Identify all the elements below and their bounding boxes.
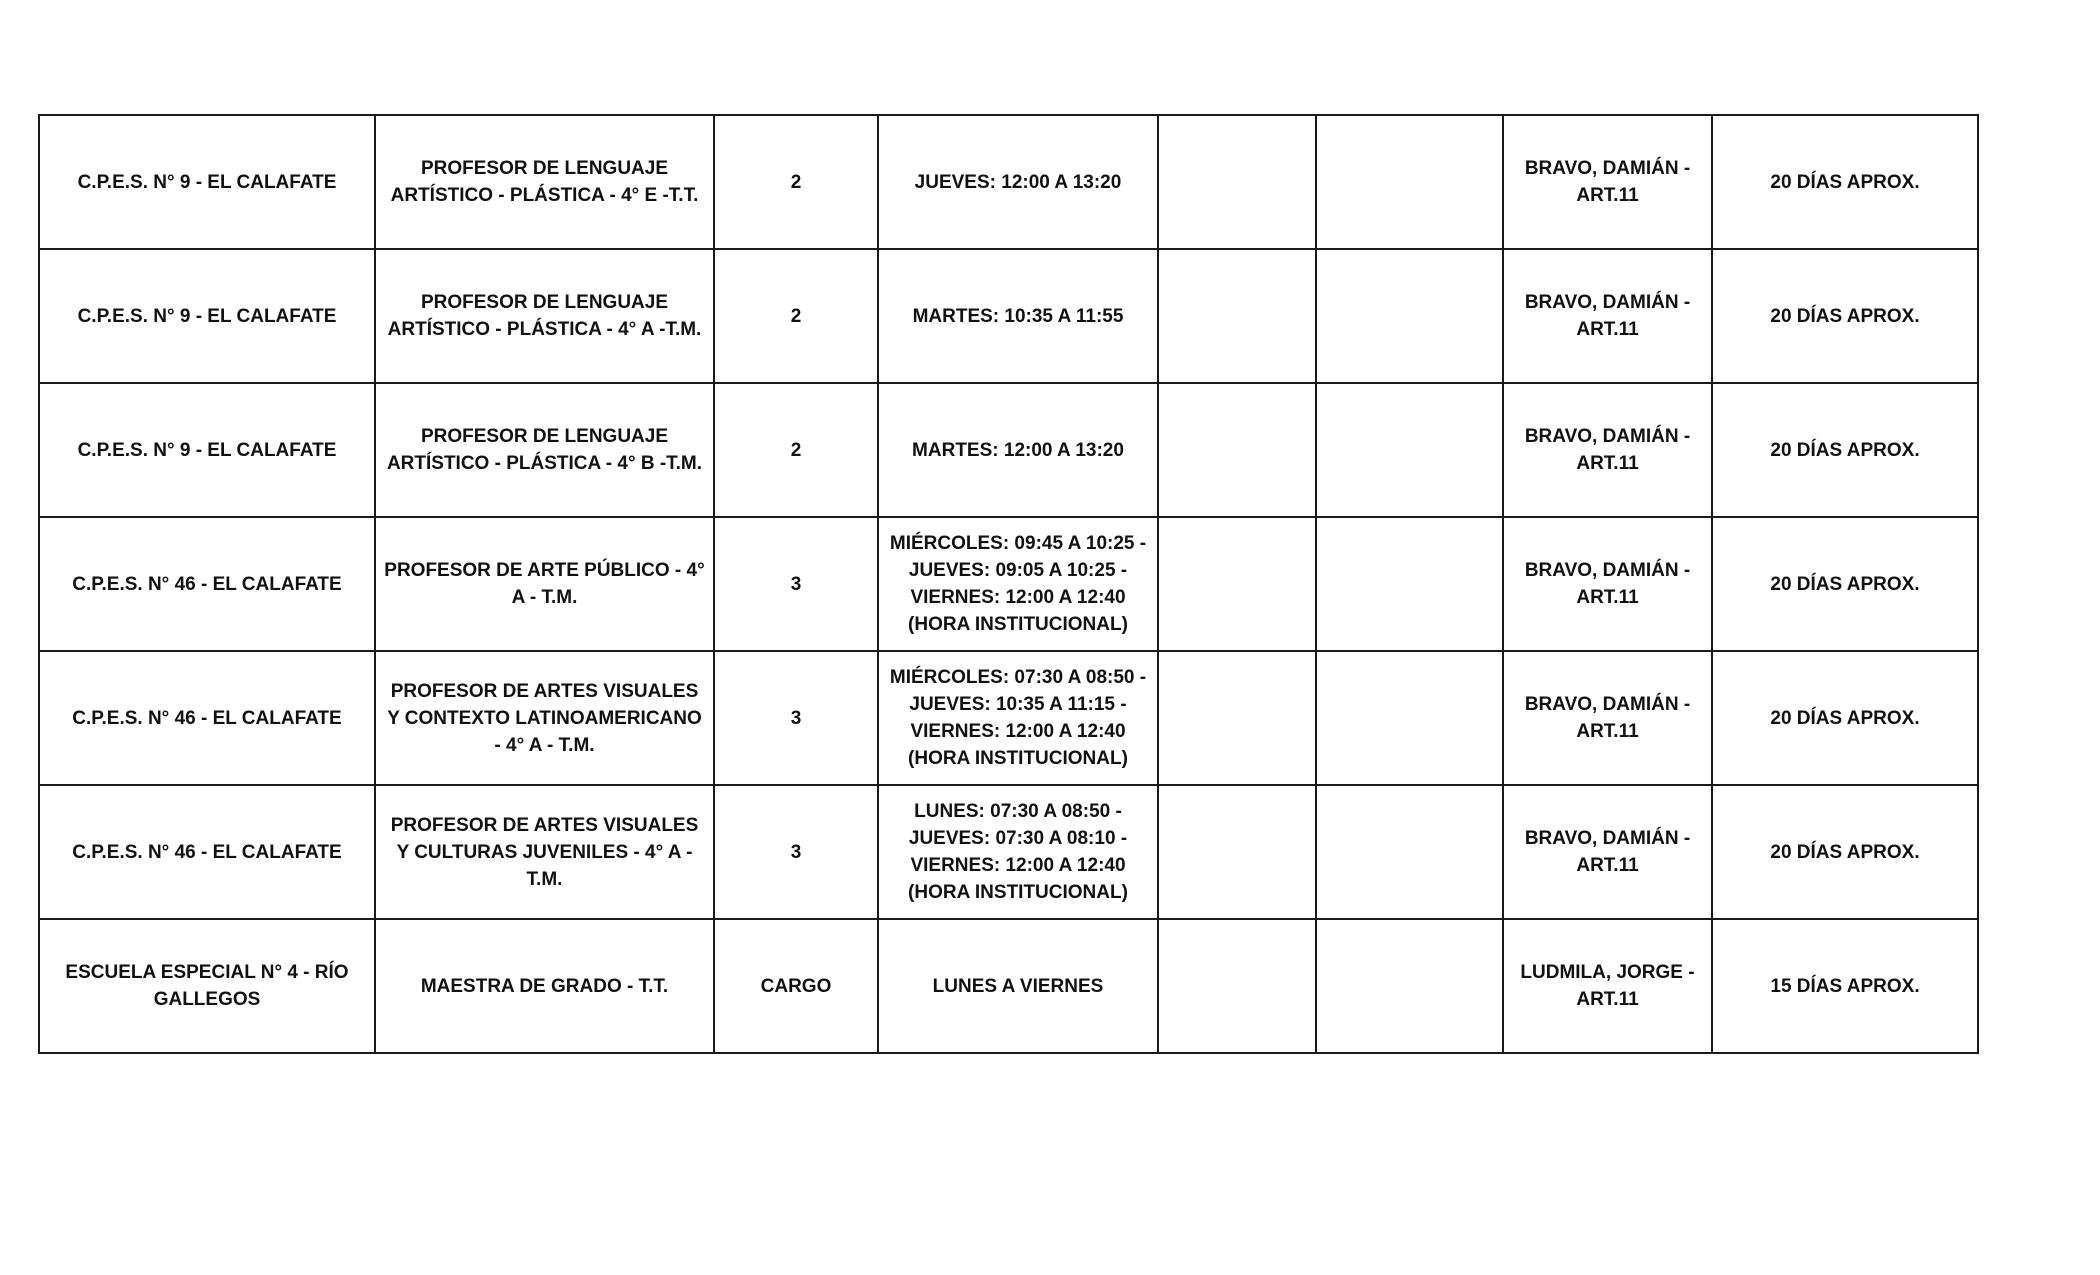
schedule-cell: MARTES: 10:35 A 11:55	[878, 249, 1158, 383]
schedule-cell: LUNES A VIERNES	[878, 919, 1158, 1053]
table-row	[39, 785, 1978, 919]
position-cell: PROFESOR DE LENGUAJE ARTÍSTICO - PLÁSTICA - 4° B -T.M.	[375, 383, 714, 517]
position-cell: PROFESOR DE LENGUAJE ARTÍSTICO - PLÁSTICA - 4° E -T.T.	[375, 115, 714, 249]
position-cell: PROFESOR DE LENGUAJE ARTÍSTICO - PLÁSTICA - 4° A -T.M.	[375, 249, 714, 383]
empty-cell	[1158, 115, 1316, 249]
position-cell: PROFESOR DE ARTES VISUALES Y CONTEXTO LATINOAMERICANO - 4° A - T.M.	[375, 651, 714, 785]
duration-cell: 20 DÍAS APROX.	[1712, 651, 1978, 785]
hours-cell: 2	[714, 249, 878, 383]
teacher-cell: BRAVO, DAMIÁN - ART.11	[1503, 651, 1712, 785]
empty-cell	[1158, 249, 1316, 383]
school-cell: C.P.E.S. N° 9 - EL CALAFATE	[39, 249, 375, 383]
duration-cell: 20 DÍAS APROX.	[1712, 249, 1978, 383]
teacher-cell: BRAVO, DAMIÁN - ART.11	[1503, 517, 1712, 651]
empty-cell	[1158, 651, 1316, 785]
hours-cell: 2	[714, 383, 878, 517]
empty-cell	[1316, 919, 1503, 1053]
teacher-cell: BRAVO, DAMIÁN - ART.11	[1503, 115, 1712, 249]
teacher-cell: BRAVO, DAMIÁN - ART.11	[1503, 785, 1712, 919]
duration-cell: 20 DÍAS APROX.	[1712, 383, 1978, 517]
hours-cell: CARGO	[714, 919, 878, 1053]
table-row	[39, 115, 1978, 249]
empty-cell	[1316, 383, 1503, 517]
empty-cell	[1158, 517, 1316, 651]
duration-cell: 20 DÍAS APROX.	[1712, 517, 1978, 651]
schedule-cell: LUNES: 07:30 A 08:50 - JUEVES: 07:30 A 08:10 - VIERNES: 12:00 A 12:40 (HORA INSTITUCIONAL)	[878, 785, 1158, 919]
table-row	[39, 517, 1978, 651]
empty-cell	[1316, 115, 1503, 249]
teacher-cell: LUDMILA, JORGE - ART.11	[1503, 919, 1712, 1053]
table-row	[39, 919, 1978, 1053]
table-row	[39, 249, 1978, 383]
school-cell: C.P.E.S. N° 46 - EL CALAFATE	[39, 785, 375, 919]
schedule-cell: MIÉRCOLES: 09:45 A 10:25 - JUEVES: 09:05 A 10:25 - VIERNES: 12:00 A 12:40 (HORA INSTITUCIONAL)	[878, 517, 1158, 651]
hours-cell: 3	[714, 785, 878, 919]
empty-cell	[1316, 651, 1503, 785]
duration-cell: 15 DÍAS APROX.	[1712, 919, 1978, 1053]
hours-cell: 3	[714, 517, 878, 651]
duration-cell: 20 DÍAS APROX.	[1712, 115, 1978, 249]
position-cell: PROFESOR DE ARTE PÚBLICO - 4° A - T.M.	[375, 517, 714, 651]
school-cell: C.P.E.S. N° 9 - EL CALAFATE	[39, 115, 375, 249]
hours-cell: 3	[714, 651, 878, 785]
school-cell: C.P.E.S. N° 46 - EL CALAFATE	[39, 651, 375, 785]
vacancies-table	[38, 114, 1979, 1054]
school-cell: C.P.E.S. N° 46 - EL CALAFATE	[39, 517, 375, 651]
hours-cell: 2	[714, 115, 878, 249]
empty-cell	[1158, 785, 1316, 919]
empty-cell	[1158, 383, 1316, 517]
empty-cell	[1316, 517, 1503, 651]
teacher-cell: BRAVO, DAMIÁN - ART.11	[1503, 249, 1712, 383]
schedule-cell: MARTES: 12:00 A 13:20	[878, 383, 1158, 517]
school-cell: ESCUELA ESPECIAL N° 4 - RÍO GALLEGOS	[39, 919, 375, 1053]
school-cell: C.P.E.S. N° 9 - EL CALAFATE	[39, 383, 375, 517]
table-row	[39, 651, 1978, 785]
schedule-cell: JUEVES: 12:00 A 13:20	[878, 115, 1158, 249]
empty-cell	[1316, 785, 1503, 919]
duration-cell: 20 DÍAS APROX.	[1712, 785, 1978, 919]
schedule-cell: MIÉRCOLES: 07:30 A 08:50 - JUEVES: 10:35 A 11:15 - VIERNES: 12:00 A 12:40 (HORA INSTITUCIONAL)	[878, 651, 1158, 785]
empty-cell	[1316, 249, 1503, 383]
teacher-cell: BRAVO, DAMIÁN - ART.11	[1503, 383, 1712, 517]
empty-cell	[1158, 919, 1316, 1053]
position-cell: PROFESOR DE ARTES VISUALES Y CULTURAS JUVENILES - 4° A - T.M.	[375, 785, 714, 919]
position-cell: MAESTRA DE GRADO - T.T.	[375, 919, 714, 1053]
table-row	[39, 383, 1978, 517]
